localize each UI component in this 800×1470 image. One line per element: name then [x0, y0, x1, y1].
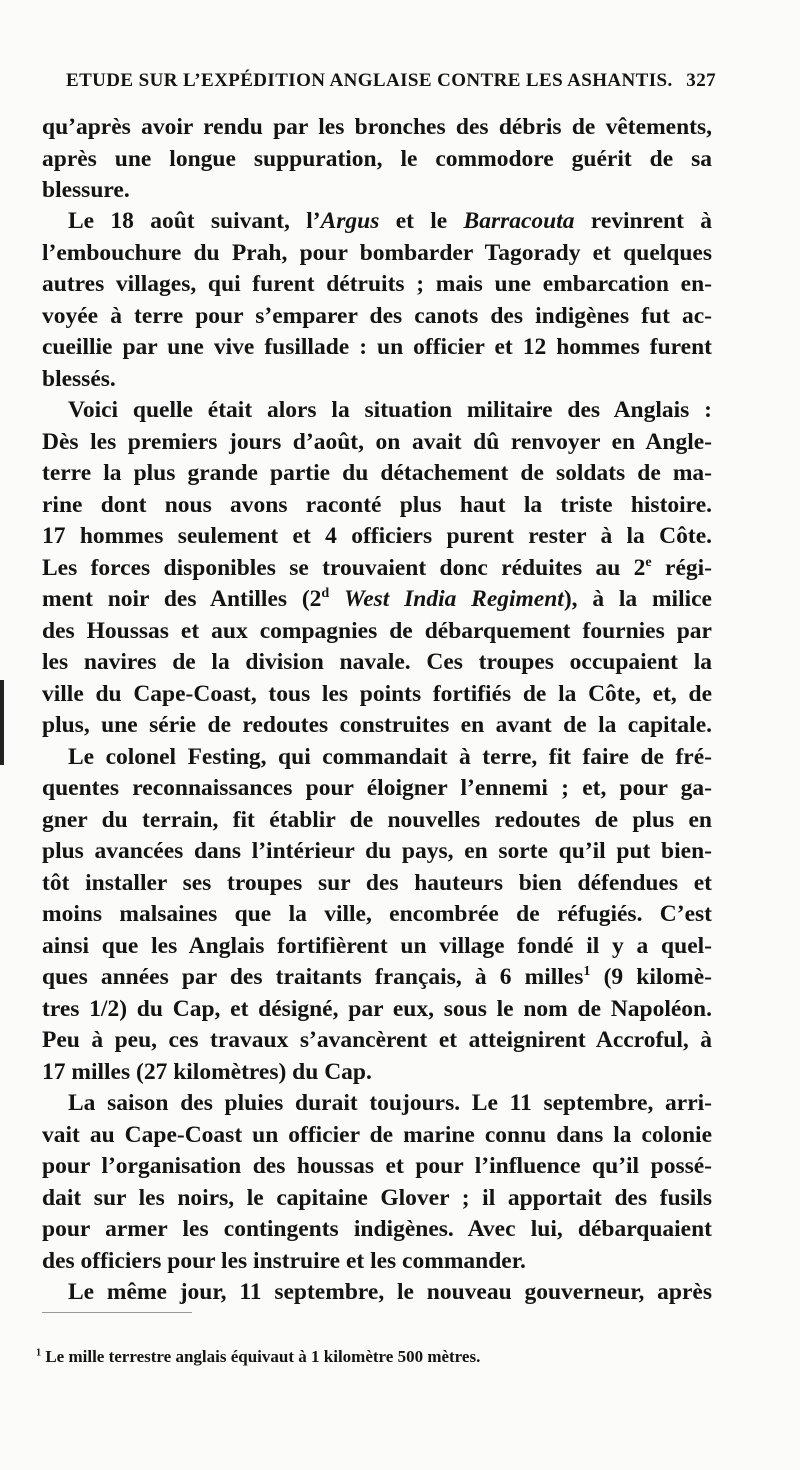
text-line: gner du terrain, fit établir de nouvelles redoutes de plus en: [42, 807, 712, 833]
text-line: Le même jour, 11 septembre, le nouveau gouverneur, après: [68, 1279, 712, 1305]
text-line: les navires de la division navale. Ces troupes occupaient la: [42, 649, 712, 675]
text-line: dait sur les noirs, le capitaine Glover ; il apportait des fusils: [42, 1185, 712, 1211]
text-line: des officiers pour les instruire et les commander.: [42, 1248, 526, 1274]
text-line: La saison des pluies durait toujours. Le 11 septembre, arri-: [68, 1090, 712, 1116]
footnote-marker: 1: [36, 1347, 42, 1359]
text-line: pour l’organisation des houssas et pour l’influence qu’il possé-: [42, 1153, 712, 1179]
running-title: ETUDE SUR L’EXPÉDITION ANGLAISE CONTRE LES ASHANTIS.: [66, 70, 673, 91]
text-line: 17 milles (27 kilomètres) du Cap.: [42, 1059, 372, 1085]
text-line: Voici quelle était alors la situation militaire des Anglais :: [68, 397, 712, 423]
text-line: plus avancées dans l’intérieur du pays, en sorte qu’il put bien-: [42, 838, 712, 864]
page-number: 327: [686, 70, 716, 91]
text-line: vait au Cape-Coast un officier de marine connu dans la colonie: [42, 1122, 712, 1148]
footnote-text: Le mille terrestre anglais équivaut à 1 kilomètre 500 mètres.: [41, 1347, 481, 1366]
text-line: tres 1/2) du Cap, et désigné, par eux, sous le nom de Napoléon.: [42, 996, 712, 1022]
text-line: des Houssas et aux compagnies de débarquement fournies par: [42, 618, 712, 644]
text-line: l’embouchure du Prah, pour bombarder Tagorady et quelques: [42, 240, 712, 266]
text-line: Dès les premiers jours d’août, on avait dû renvoyer en Angle-: [42, 429, 712, 455]
text-seg: ment noir des Antilles (2$^d$ West India Regiment), à la milice: [42, 585, 712, 612]
text-line: plus, une série de redoutes construites en avant de la capitale.: [42, 712, 712, 738]
text-line: Peu à peu, ces travaux s’avancèrent et atteignirent Accroful, à: [42, 1027, 712, 1053]
text-line: blessés.: [42, 366, 116, 392]
footnote: [36, 1347, 716, 1367]
text-line: qu’après avoir rendu par les bronches des débris de vêtements,: [42, 114, 712, 140]
text-line: terre la plus grande partie du détachement de soldats de ma-: [42, 460, 712, 486]
text-line: cueillie par une vive fusillade : un officier et 12 hommes furent: [42, 334, 712, 360]
text-line: moins malsaines que la ville, encombrée de réfugiés. C’est: [42, 901, 712, 927]
text-line: ville du Cape-Coast, tous les points fortifiés de la Côte, et, de: [42, 681, 712, 707]
scan-edge-mark: [0, 680, 4, 765]
running-head: [66, 70, 716, 96]
footnote-rule: [42, 1312, 192, 1313]
text-seg: ques années par des traitants français, à 6 milles$^1$ (9 kilomè-: [42, 963, 712, 990]
text-line: après une longue suppuration, le commodore guérit de sa: [42, 146, 712, 172]
text-line: autres villages, qui furent détruits ; mais une embarcation en-: [42, 271, 712, 297]
text-line: rine dont nous avons raconté plus haut la triste histoire.: [42, 492, 712, 518]
text-line: blessure.: [42, 177, 130, 203]
text-line: Le colonel Festing, qui commandait à terre, fit faire de fré-: [68, 744, 712, 770]
text-line: tôt installer ses troupes sur des hauteurs bien défendues et: [42, 870, 712, 896]
text-seg: Le 18 août suivant, l’Argus et le Barracouta revinrent à: [68, 208, 713, 234]
text-line: voyée à terre pour s’emparer des canots des indigènes fut ac-: [42, 303, 712, 329]
text-line: pour armer les contingents indigènes. Avec lui, débarquaient: [42, 1216, 712, 1242]
text-line: quentes reconnaissances pour éloigner l’ennemi ; et, pour ga-: [42, 775, 712, 801]
text-line: 17 hommes seulement et 4 officiers purent rester à la Côte.: [42, 523, 712, 549]
text-line: ainsi que les Anglais fortifièrent un village fondé il y a quel-: [42, 933, 712, 959]
text-seg: Les forces disponibles se trouvaient donc réduites au 2e régi-: [42, 554, 713, 581]
